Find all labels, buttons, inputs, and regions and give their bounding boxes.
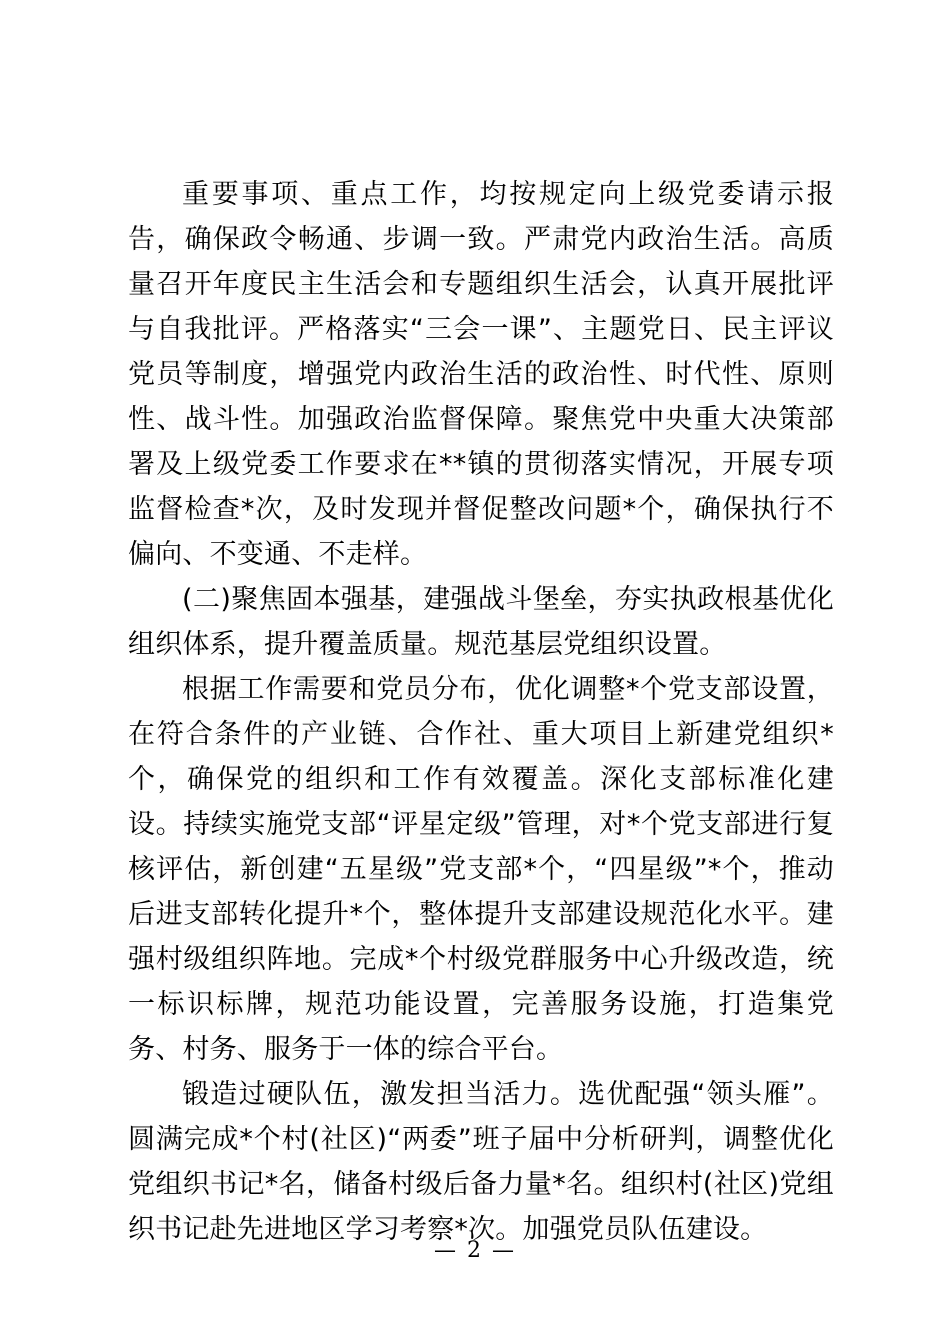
paragraph-2: (二)聚焦固本强基，建强战斗堡垒，夯实执政根基优化组织体系，提升覆盖质量。规范基层党组织设置。 [128, 584, 834, 660]
paragraph-1: 重要事项、重点工作，均按规定向上级党委请示报告，确保政令畅通、步调一致。严肃党内政治生活。高质量召开年度民主生活会和专题组织生活会，认真开展批评与自我批评。严格落实“三会一课”、主题党日、民主评议党员等制度，增强党内政治生活的政治性、时代性、原则性、战斗性。加强政治监督保障。聚焦党中央重大决策部署及上级党委工作要求在**镇的贯彻落实情况，开展专项监督检查*次，及时发现并督促整改问题*个，确保执行不偏向、不变通、不走样。 [128, 179, 834, 570]
document-body [128, 172, 834, 1252]
paragraph-4: 锻造过硬队伍，激发担当活力。选优配强“领头雁”。圆满完成*个村(社区)“两委”班子届中分析研判，调整优化党组织书记*名，储备村级后备力量*名。组织村(社区)党组织书记赴先进地区学习考察*次。加强党员队伍建设。 [128, 1079, 834, 1245]
page-number: — 2 — [434, 1238, 516, 1263]
paragraph-3: 根据工作需要和党员分布，优化调整*个党支部设置，在符合条件的产业链、合作社、重大项目上新建党组织*个，确保党的组织和工作有效覆盖。深化支部标准化建设。持续实施党支部“评星定级”管理，对*个党支部进行复核评估，新创建“五星级”党支部*个，“四星级”*个，推动后进支部转化提升*个，整体提升支部建设规范化水平。建强村级组织阵地。完成*个村级党群服务中心升级改造，统一标识标牌，规范功能设置，完善服务设施，打造集党务、村务、服务于一体的综合平台。 [128, 674, 834, 1065]
